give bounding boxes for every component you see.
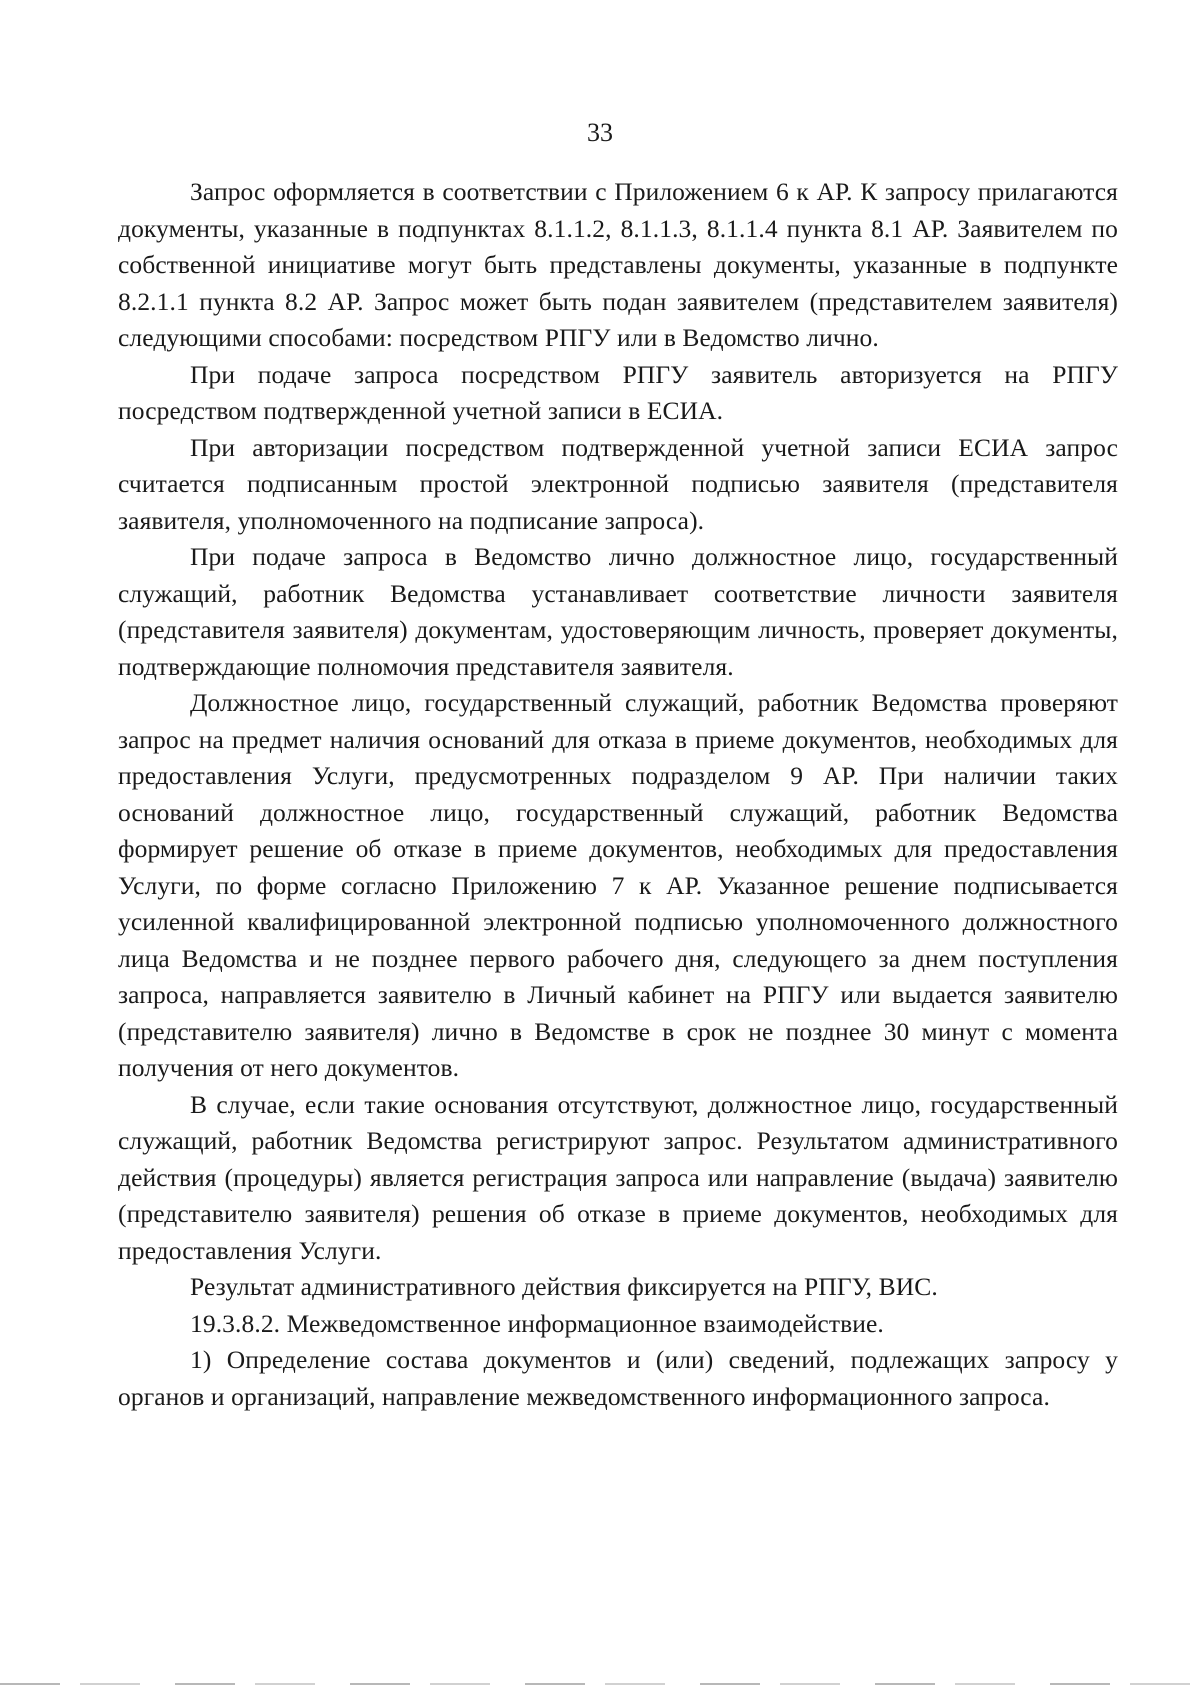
paragraph-registration: В случае, если такие основания отсутствуют, должностное лицо, государственный служащий, работник Ведомства регистрируют запрос. Результатом административного действия (процедуры) является регистрация запроса или направление (выдача) заявителю (представителю заявителя) решения об отказе в приеме документов, необходимых для предоставления Услуги. <box>118 1089 1118 1265</box>
scan-bottom-edge <box>0 1683 1200 1685</box>
document-body <box>118 174 1118 1415</box>
paragraph-in-person-submission: При подаче запроса в Ведомство лично должностное лицо, государственный служащий, работник Ведомства устанавливает соответствие личности заявителя (представителя заявителя) документам, удостоверяющим личность, проверяет документы, подтверждающие полномочия представителя заявителя. <box>118 542 1118 681</box>
paragraph-request-form: Запрос оформляется в соответствии с Приложением 6 к АР. К запросу прилагаются документы, указанные в подпунктах 8.1.1.2, 8.1.1.3, 8.1.1.4 пункта 8.1 АР. Заявителем по собственной инициативе могут быть представлены документы, указанные в подпункте 8.2.1.1 пункта 8.2 АР. Запрос может быть подан заявителем (представителем заявителя) следующими способами: посредством РПГУ или в Ведомство лично. <box>118 177 1118 352</box>
paragraph-interagency-request: 1) Определение состава документов и (или) сведений, подлежащих запросу у органов и организаций, направление межведомственного информационного запроса. <box>118 1345 1118 1411</box>
paragraph-esia-signature: При авторизации посредством подтвержденной учетной записи ЕСИА запрос считается подписанным простой электронной подписью заявителя (представителя заявителя, уполномоченного на подписание запроса). <box>118 432 1118 535</box>
paragraph-refusal-check: Должностное лицо, государственный служащий, работник Ведомства проверяют запрос на предмет наличия оснований для отказа в приеме документов, необходимых для предоставления Услуги, предусмотренных подразделом 9 АР. При наличии таких оснований должностное лицо, государственный служащий, работник Ведомства формирует решение об отказе в приеме документов, необходимых для предоставления Услуги, по форме согласно Приложению 7 к АР. Указанное решение подписывается усиленной квалифицированной электронной подписью уполномоченного должностного лица Ведомства и не позднее первого рабочего дня, следующего за днем поступления запроса, направляется заявителю в Личный кабинет на РПГУ или выдается заявителю (представителю заявителя) лично в Ведомстве в срок не позднее 30 минут с момента получения от него документов. <box>118 688 1118 1082</box>
paragraph-result-recorded: Результат административного действия фиксируется на РПГУ, ВИС. <box>190 1272 938 1301</box>
paragraph-rpgu-authorization: При подаче запроса посредством РПГУ заявитель авторизуется на РПГУ посредством подтвержденной учетной записи в ЕСИА. <box>118 359 1118 425</box>
section-heading-interagency: 19.3.8.2. Межведомственное информационное взаимодействие. <box>190 1308 884 1338</box>
page-number: 33 <box>587 118 613 147</box>
